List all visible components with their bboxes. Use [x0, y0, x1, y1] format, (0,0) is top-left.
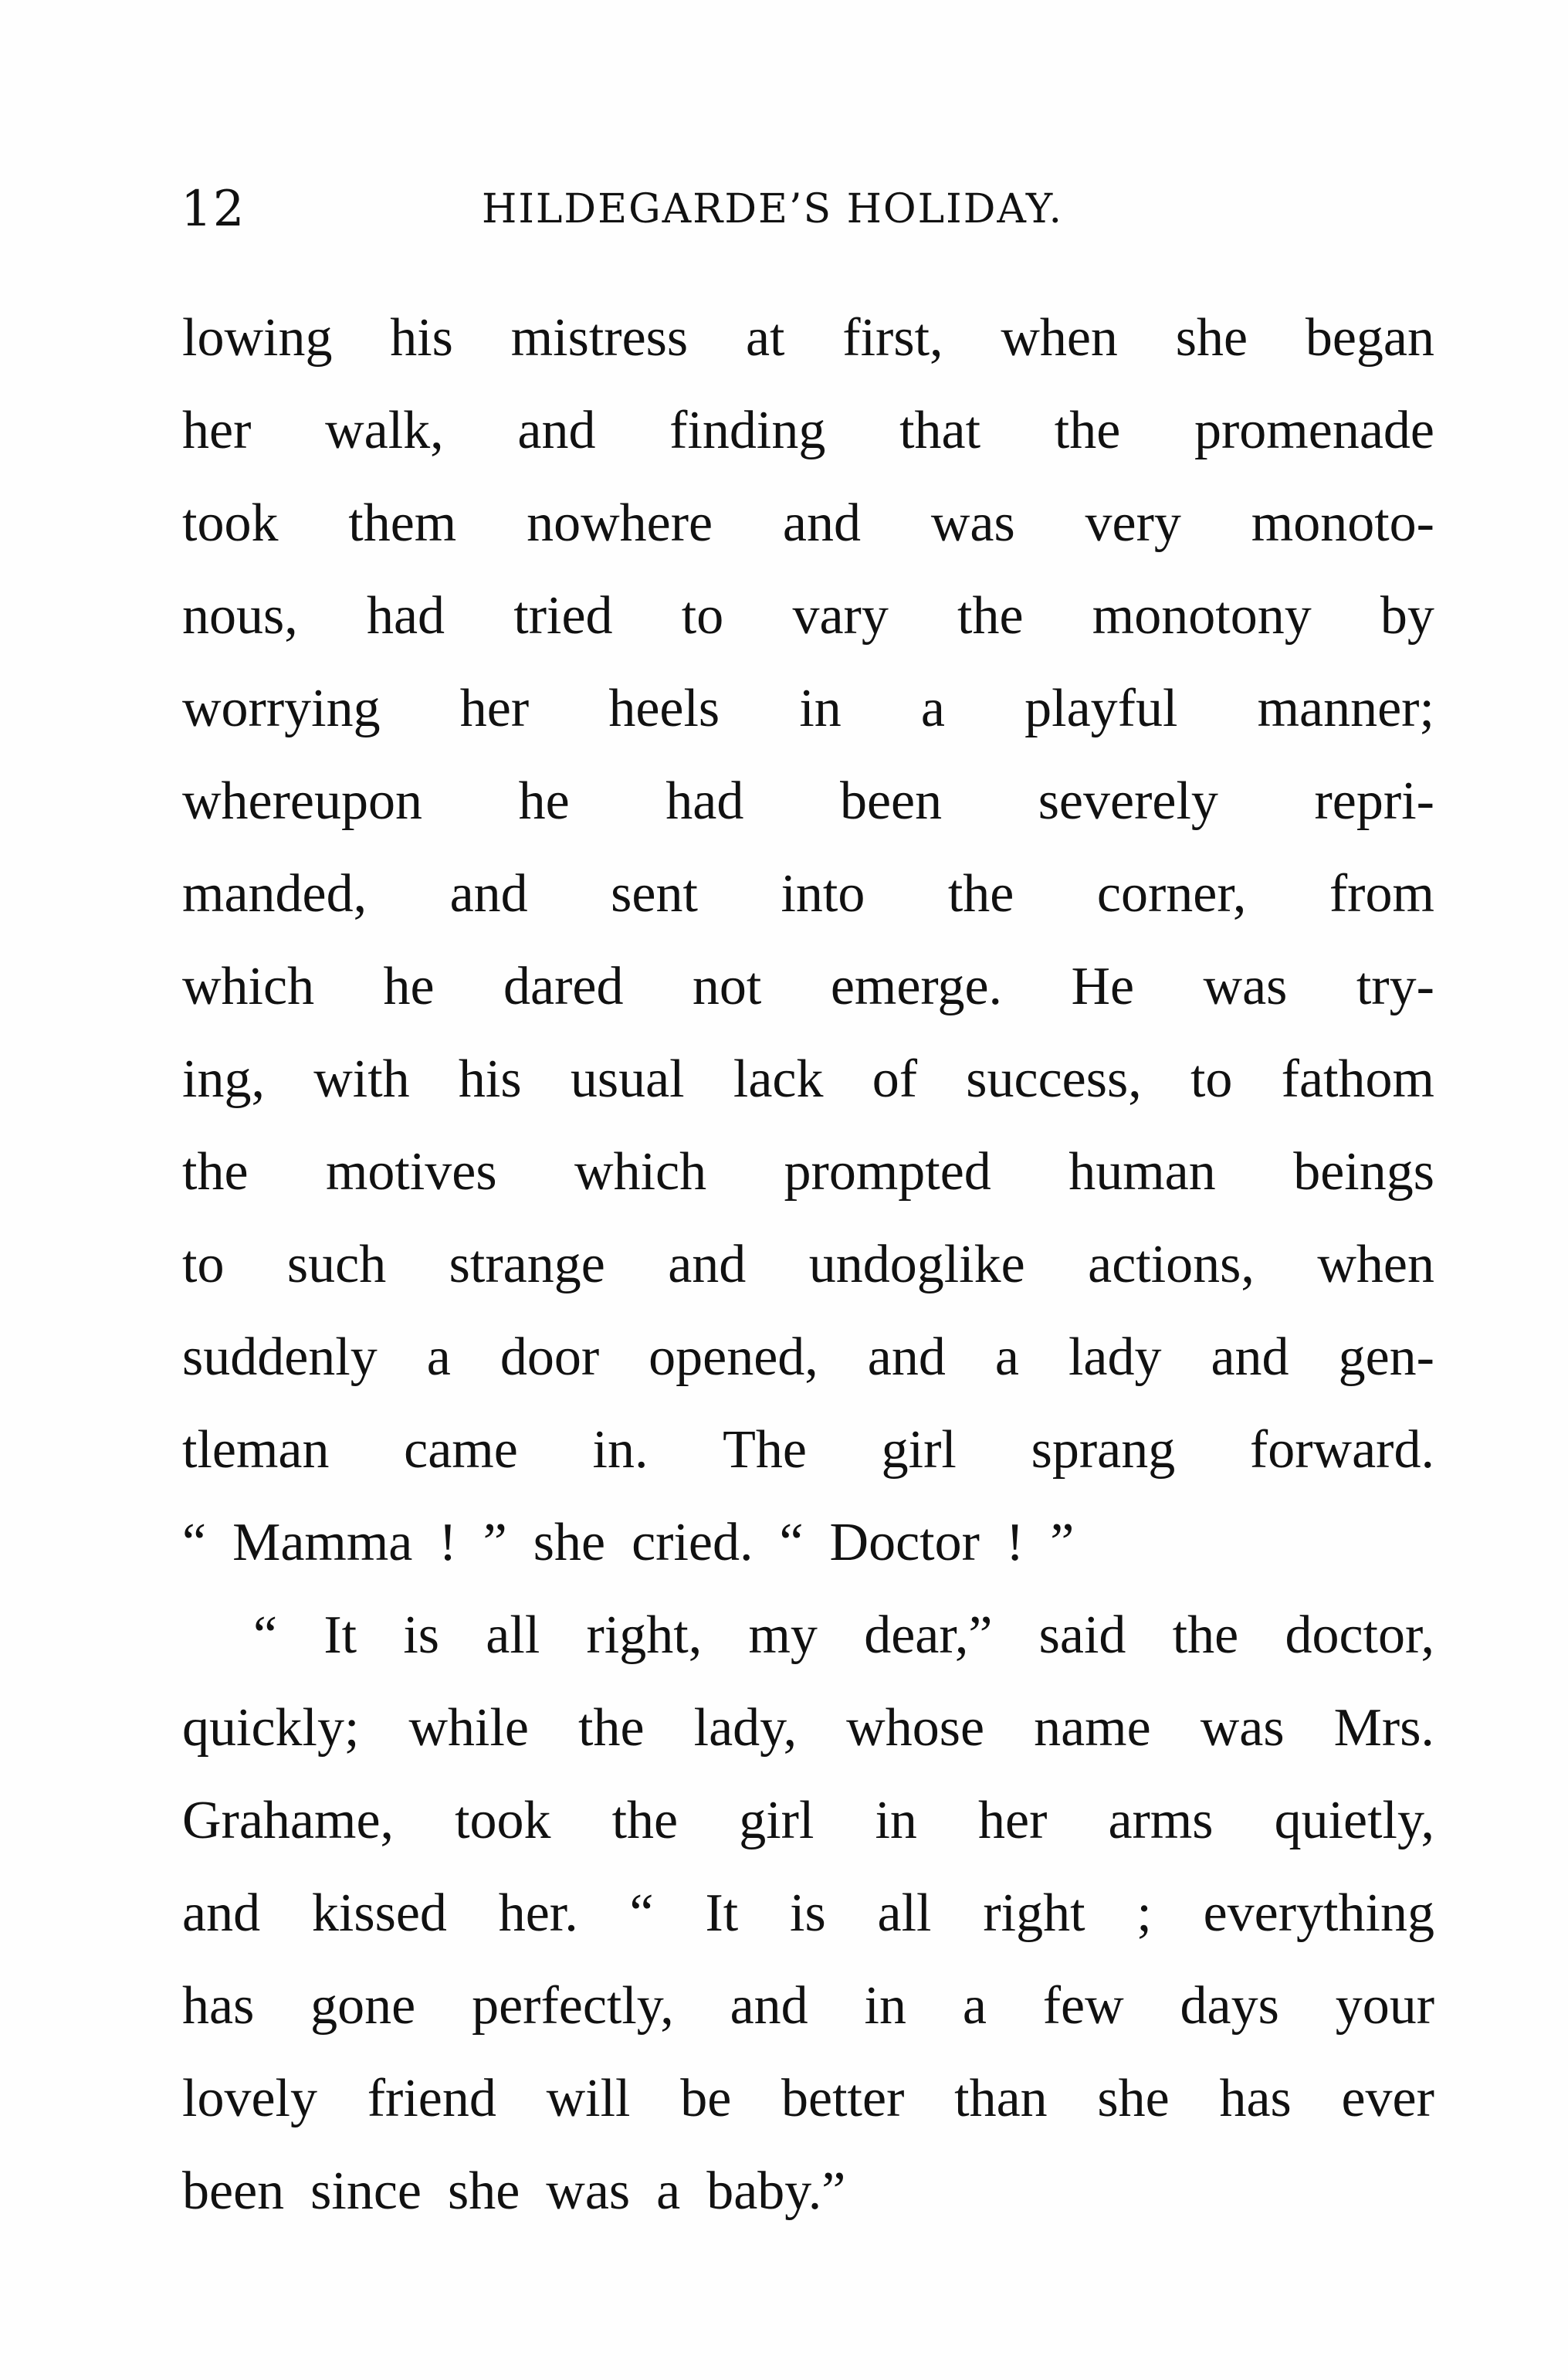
word: has [1219, 2069, 1292, 2128]
word: “ [253, 1605, 278, 1665]
word: began [1305, 308, 1434, 368]
word: had [366, 586, 445, 646]
word: took [182, 493, 279, 553]
word: not [692, 957, 762, 1016]
text-line [182, 1960, 1434, 2053]
running-head [181, 175, 1436, 244]
word: ever [1341, 2069, 1434, 2128]
word: his [458, 1049, 522, 1109]
word: Mamma [232, 1513, 413, 1572]
word: everything [1203, 1883, 1434, 1943]
word: promenade [1194, 401, 1434, 460]
word: your [1335, 1976, 1434, 2036]
text-line [182, 1219, 1434, 1311]
word: Grahame, [182, 1791, 395, 1850]
word: lady, [693, 1698, 798, 1758]
word: is [403, 1605, 440, 1665]
word: manner; [1257, 679, 1434, 738]
word: her. [498, 1883, 578, 1943]
word: worrying [182, 679, 381, 738]
running-title: HILDEGARDE’S HOLIDAY. [482, 186, 1063, 232]
word: all [877, 1883, 932, 1943]
word: which [574, 1142, 707, 1202]
text-line [182, 1589, 1434, 1682]
word: was [546, 2161, 631, 2221]
word: and [730, 1976, 808, 2036]
word: doctor, [1285, 1605, 1434, 1665]
word: girl [739, 1791, 814, 1850]
word: and [1211, 1327, 1289, 1387]
word: repri- [1314, 771, 1434, 831]
word: walk, [325, 401, 444, 460]
word: lady [1068, 1327, 1162, 1387]
word: when [1317, 1235, 1434, 1294]
word: a [656, 2161, 681, 2221]
word: be [680, 2069, 732, 2128]
word: been [182, 2161, 285, 2221]
word: with [313, 1049, 410, 1109]
word: to [681, 586, 724, 646]
word: while [408, 1698, 529, 1758]
word: which [182, 957, 315, 1016]
text-line [182, 1126, 1434, 1219]
text-line [182, 385, 1434, 477]
word: arms [1108, 1791, 1214, 1850]
text-line [182, 1033, 1434, 1126]
word: very [1085, 493, 1181, 553]
word: right, [586, 1605, 703, 1665]
word: door [500, 1327, 600, 1387]
word: the [182, 1142, 249, 1202]
word: mistress [510, 308, 689, 368]
word: she [1175, 308, 1248, 368]
word: Mrs. [1333, 1698, 1434, 1758]
word: will [546, 2069, 631, 2128]
text-line [182, 1775, 1434, 1867]
text-line [182, 941, 1434, 1033]
word: gen- [1338, 1327, 1434, 1387]
word: nous, [182, 586, 298, 646]
word: dared [503, 957, 624, 1016]
word: when [1001, 308, 1118, 368]
word: and [782, 493, 861, 553]
word: she [533, 1513, 606, 1572]
word: corner, [1096, 864, 1247, 924]
word: kissed [311, 1883, 447, 1943]
word: It [323, 1605, 357, 1665]
word: quietly, [1274, 1791, 1434, 1850]
word: a [920, 679, 945, 738]
word: was [1203, 957, 1288, 1016]
word: perfectly, [472, 1976, 674, 2036]
word: whereupon [182, 771, 423, 831]
word: her [978, 1791, 1048, 1850]
word: was [1200, 1698, 1285, 1758]
text-line [182, 292, 1434, 385]
word: such [286, 1235, 387, 1294]
text-line [182, 477, 1434, 570]
word: the [611, 1791, 679, 1850]
word: and [668, 1235, 747, 1294]
text-line [182, 663, 1434, 755]
word: human [1068, 1142, 1216, 1202]
word: and [517, 401, 596, 460]
word: He [1071, 957, 1135, 1016]
word: dear,” [864, 1605, 993, 1665]
word: vary [792, 586, 889, 646]
word: in [875, 1791, 917, 1850]
text-line [182, 2145, 1434, 2238]
word: first, [842, 308, 943, 368]
word: Doctor [829, 1513, 980, 1572]
word: motives [325, 1142, 497, 1202]
word: sent [611, 864, 698, 924]
word: lovely [182, 2069, 317, 2128]
text-line [182, 1404, 1434, 1497]
word: in [864, 1976, 906, 2036]
word: beings [1293, 1142, 1434, 1202]
word: came [404, 1420, 518, 1480]
text-line [182, 1682, 1434, 1775]
word: is [790, 1883, 826, 1943]
word: tleman [182, 1420, 330, 1480]
word: of [872, 1049, 918, 1109]
word: right [983, 1883, 1085, 1943]
text-line [182, 570, 1434, 663]
word: actions, [1088, 1235, 1255, 1294]
word: and [449, 864, 528, 924]
word: the [578, 1698, 645, 1758]
word: ” [483, 1513, 507, 1572]
word: has [182, 1976, 255, 2036]
word: a [994, 1327, 1019, 1387]
word: at [745, 308, 785, 368]
word: the [1054, 401, 1121, 460]
word: “ [629, 1883, 654, 1943]
word: into [781, 864, 865, 924]
word: tried [513, 586, 613, 646]
word: heels [608, 679, 720, 738]
word: ” [1050, 1513, 1075, 1572]
word: his [390, 308, 453, 368]
text-line [182, 1497, 1434, 1589]
word: The [723, 1420, 807, 1480]
word: ing, [182, 1049, 265, 1109]
word: to [182, 1235, 225, 1294]
word: name [1034, 1698, 1151, 1758]
word: said [1038, 1605, 1126, 1665]
word: monoto- [1251, 493, 1434, 553]
text-line [182, 755, 1434, 848]
word: opened, [649, 1327, 818, 1387]
word: from [1329, 864, 1434, 924]
word: the [947, 864, 1014, 924]
word: “ [182, 1513, 207, 1572]
word: my [748, 1605, 818, 1665]
word: emerge. [830, 957, 1003, 1016]
word: took [455, 1791, 551, 1850]
word: few [1042, 1976, 1124, 2036]
word: in [799, 679, 842, 738]
word: usual [570, 1049, 685, 1109]
word: finding [669, 401, 826, 460]
word: to [1190, 1049, 1233, 1109]
word: by [1380, 586, 1434, 646]
word: suddenly [182, 1327, 378, 1387]
word: and [182, 1883, 261, 1943]
word: gone [310, 1976, 416, 2036]
word: in. [592, 1420, 649, 1480]
word: been [839, 771, 943, 831]
word: the [1172, 1605, 1239, 1665]
word: friend [367, 2069, 496, 2128]
text-line [182, 1311, 1434, 1404]
word: cried. [632, 1513, 754, 1572]
word: ! [1005, 1513, 1024, 1572]
word: fathom [1281, 1049, 1434, 1109]
word: whose [846, 1698, 985, 1758]
word: forward. [1249, 1420, 1434, 1480]
word: days [1180, 1976, 1279, 2036]
word: had [665, 771, 744, 831]
word: strange [449, 1235, 605, 1294]
word: “ [779, 1513, 804, 1572]
word: was [930, 493, 1015, 553]
word: monotony [1092, 586, 1312, 646]
word: the [957, 586, 1024, 646]
word: a [426, 1327, 451, 1387]
word: better [781, 2069, 905, 2128]
word: severely [1038, 771, 1218, 831]
word: lack [733, 1049, 824, 1109]
word: he [383, 957, 435, 1016]
word: them [348, 493, 457, 553]
word: than [954, 2069, 1048, 2128]
word: prompted [784, 1142, 991, 1202]
word: baby.” [706, 2161, 846, 2221]
word: girl [881, 1420, 957, 1480]
text-line [182, 1867, 1434, 1960]
word: she [1097, 2069, 1170, 2128]
body-text [182, 292, 1434, 2238]
word: success, [966, 1049, 1142, 1109]
word: her [459, 679, 530, 738]
word: he [518, 771, 570, 831]
word: ! [439, 1513, 457, 1572]
word: her [182, 401, 252, 460]
word: she [447, 2161, 520, 2221]
word: that [899, 401, 981, 460]
word: sprang [1031, 1420, 1176, 1480]
word: nowhere [527, 493, 713, 553]
word: try- [1356, 957, 1434, 1016]
word: quickly; [182, 1698, 360, 1758]
word: undoglike [808, 1235, 1025, 1294]
word: all [486, 1605, 540, 1665]
word: lowing [182, 308, 333, 368]
word: It [705, 1883, 739, 1943]
word: since [310, 2161, 422, 2221]
word: ; [1136, 1883, 1152, 1943]
word: and [867, 1327, 946, 1387]
page-number: 12 [181, 181, 246, 238]
word: playful [1024, 679, 1178, 738]
word: a [962, 1976, 987, 2036]
word: manded, [182, 864, 367, 924]
text-line [182, 848, 1434, 941]
text-line [182, 2053, 1434, 2145]
